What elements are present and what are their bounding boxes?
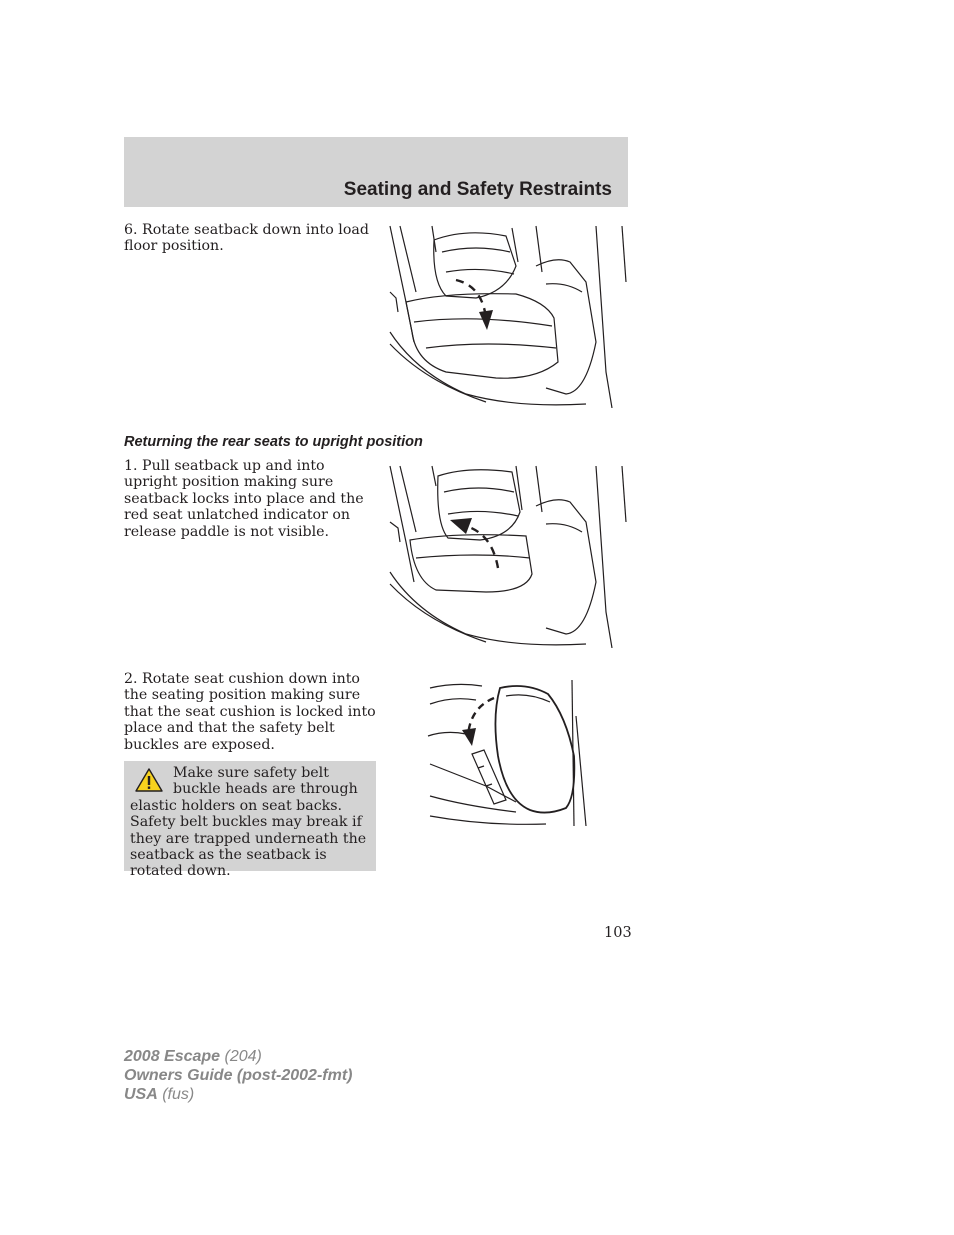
- warning-box: [124, 761, 376, 880]
- seat-fold-down-illustration: [386, 222, 630, 408]
- step-1-text: 1. Pull seatback up and into upright position making sure seatback locks into place and the red seat unlatched indicator on release paddle is not visible.: [124, 458, 364, 540]
- footer-line-2: Owners Guide (post-2002-fmt): [124, 1067, 353, 1084]
- step-6-text: 6. Rotate seatback down into load floor position.: [124, 222, 369, 255]
- seat-upright-illustration: [386, 462, 630, 648]
- subheading: Returning the rear seats to upright position: [124, 434, 423, 450]
- footer-line-1: 2008 Escape (204): [124, 1048, 262, 1065]
- footer-line-3: USA (fus): [124, 1086, 195, 1103]
- step-2-text: 2. Rotate seat cushion down into the seating position making sure that the seat cushion is locked into place and that the safety belt buckles are exposed.: [124, 671, 376, 753]
- page-number: 103: [604, 925, 632, 941]
- document-footer: [124, 1047, 352, 1104]
- seat-cushion-illustration: [426, 676, 588, 832]
- section-header-band: [124, 137, 628, 207]
- warning-text: Make sure safety belt buckle heads are through elastic holders on seat backs. Safety belt buckles may break if they are trapped underneath the seatback as the seatback is rotated down.: [130, 765, 367, 880]
- section-title: Seating and Safety Restraints: [343, 179, 612, 200]
